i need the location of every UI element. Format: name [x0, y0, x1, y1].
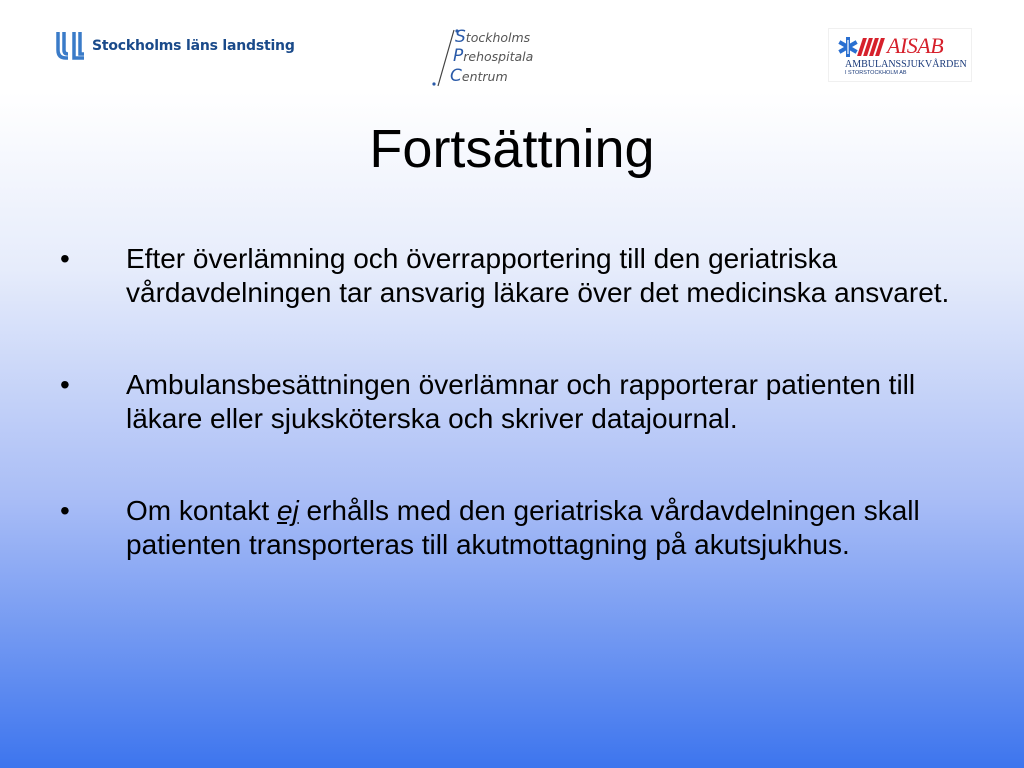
bullet-item-1 [60, 242, 960, 310]
sll-logo [52, 30, 295, 62]
aisab-subtitle: AMBULANSSJUKVÅRDEN [845, 59, 967, 70]
spc-line-3: Centrum [450, 66, 508, 86]
bullet-text-3-emphasis: ej [276, 495, 299, 526]
sll-logo-text: Stockholms läns landsting [92, 38, 295, 54]
star-of-life-icon [837, 36, 859, 58]
bullet-text-1: Efter överlämning och överrapportering till den geriatriska vårdavdelningen tar ansvarig läkare över det medicinska ansvaret. [126, 243, 950, 308]
aisab-logo [828, 28, 972, 82]
aisab-name: AISAB [887, 33, 944, 58]
sll-mark-icon [52, 30, 86, 62]
spc-line-1: Stockholms [455, 27, 531, 47]
bullet-dot: • [60, 495, 70, 526]
aisab-subtitle-small: I STORSTOCKHOLM AB [845, 70, 907, 76]
spc-line-2: Prehospitala [453, 46, 534, 66]
spc-logo [428, 26, 558, 90]
bullet-text-3-after: erhålls med den geriatriska vårdavdelningen skall patienten transporteras till akutmottagning på akutsjukhus. [126, 495, 920, 560]
bullet-list [60, 242, 960, 620]
bullet-item-3 [60, 494, 960, 562]
bullet-dot: • [60, 243, 70, 274]
bullet-text-3-before: Om kontakt [126, 495, 277, 526]
aisab-bars-icon [860, 38, 882, 56]
bullet-item-2 [60, 368, 960, 436]
slide-title: Fortsättning [369, 119, 655, 179]
bullet-dot: • [60, 369, 70, 400]
bullet-text-2: Ambulansbesättningen överlämnar och rapporterar patienten till läkare eller sjuksköterska och skriver datajournal. [126, 369, 916, 434]
